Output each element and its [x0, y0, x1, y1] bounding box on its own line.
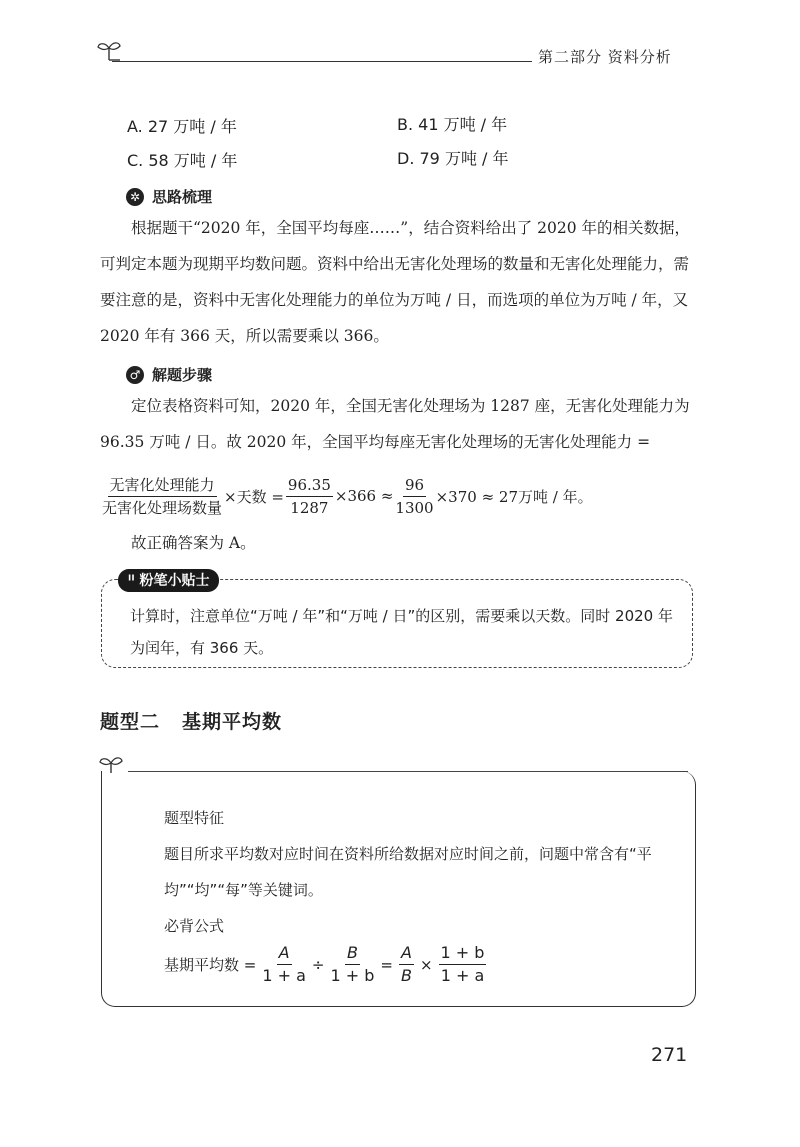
fraction-numerator: 无害化处理能力 [108, 476, 217, 497]
option-b: B. 41 万吨 / 年 [397, 115, 508, 134]
fraction-denominator: 1300 [395, 498, 434, 517]
fraction-denominator: 无害化处理场数量 [102, 498, 223, 517]
option-a: A. 27 万吨 / 年 [127, 117, 237, 136]
solution-heading-label: 解题步骤 [152, 366, 213, 384]
section-title: 第二部分 资料分析 [538, 48, 672, 66]
gear-icon: ✲ [126, 188, 144, 206]
operator: = [380, 955, 393, 974]
tip-text: 计算时，注意单位“万吨 / 年”和“万吨 / 日”的区别，需要乘以天数。同时 2020 年为闰年，有 366 天。 [130, 607, 673, 657]
solution-paragraph [100, 388, 696, 460]
fraction-a [262, 944, 306, 985]
fraction-denominator: 1 + a [262, 966, 306, 985]
solution-formula [100, 466, 593, 526]
features-heading: 题型特征 [164, 809, 225, 827]
fraction-numerator: B [345, 944, 360, 965]
solution-heading [126, 364, 212, 385]
fraction-numerator: A [277, 944, 292, 965]
sprout-icon [96, 38, 122, 62]
formula-part: ×天数 = [224, 487, 284, 506]
formula-label: 基期平均数 = [164, 956, 257, 974]
formula-heading: 必背公式 [164, 917, 225, 935]
features-text: 题目所求平均数对应时间在资料所给数据对应时间之前，问题中常含有“平均”“均”“每”等关键词。 [164, 845, 652, 899]
option-d: D. 79 万吨 / 年 [397, 149, 509, 168]
fraction-numerator: 96.35 [286, 476, 333, 497]
solution-text: 定位表格资料可知，2020 年，全国无害化处理场为 1287 座，无害化处理能力为 96.35 万吨 / 日。故 2020 年，全国平均每座无害化处理场的无害化处理能力 = [100, 397, 690, 451]
analysis-heading-label: 思路梳理 [152, 188, 213, 206]
type-number: 题型二 [100, 711, 161, 733]
fraction-denominator: B [400, 966, 412, 985]
formula-result: ×370 ≈ 27万吨 / 年。 [435, 487, 593, 506]
fraction-ab [399, 944, 414, 985]
fraction-capacity [102, 476, 222, 517]
question-type-title [100, 707, 282, 734]
fraction-numerator: 1 + b [439, 944, 487, 965]
operator: ÷ [311, 955, 325, 974]
type-name: 基期平均数 [182, 711, 283, 733]
header-rule [112, 61, 532, 62]
fraction-denominator: 1 + a [440, 966, 485, 985]
operator: × [419, 955, 433, 974]
formula-part: ×366 ≈ [334, 487, 394, 505]
fraction-denominator: 1 + b [330, 966, 375, 985]
base-average-formula [164, 944, 492, 985]
fraction-growth [439, 944, 487, 985]
tip-label-text: 粉笔小贴士 [139, 573, 210, 589]
answer-text: 故正确答案为 A。 [131, 534, 256, 552]
analysis-text: 根据题干“2020 年，全国平均每座……”，结合资料给出了 2020 年的相关数据，可判定本题为现期平均数问题。资料中给出无害化处理场的数量和无害化处理能力，需要注意的是，资料中无害化处理能力的单位为万吨 / 日，而选项的单位为万吨 / 年，又 2020 年有 366 天，所以需要乘以 366。 [100, 219, 691, 345]
analysis-heading [126, 186, 212, 207]
analysis-paragraph [100, 210, 696, 354]
page-number: 271 [651, 1044, 688, 1066]
fraction-denominator: 1287 [290, 498, 329, 517]
fraction-numerator: 96 [403, 476, 426, 497]
fraction-numerator: A [399, 944, 414, 965]
sprout-icon: ᐦ [128, 573, 135, 589]
tip-label [118, 569, 219, 592]
fraction-approx [395, 476, 433, 517]
fraction-b [330, 944, 374, 985]
option-c: C. 58 万吨 / 年 [127, 151, 238, 170]
fraction-values [286, 476, 333, 517]
steps-icon: ♂ [126, 366, 144, 384]
